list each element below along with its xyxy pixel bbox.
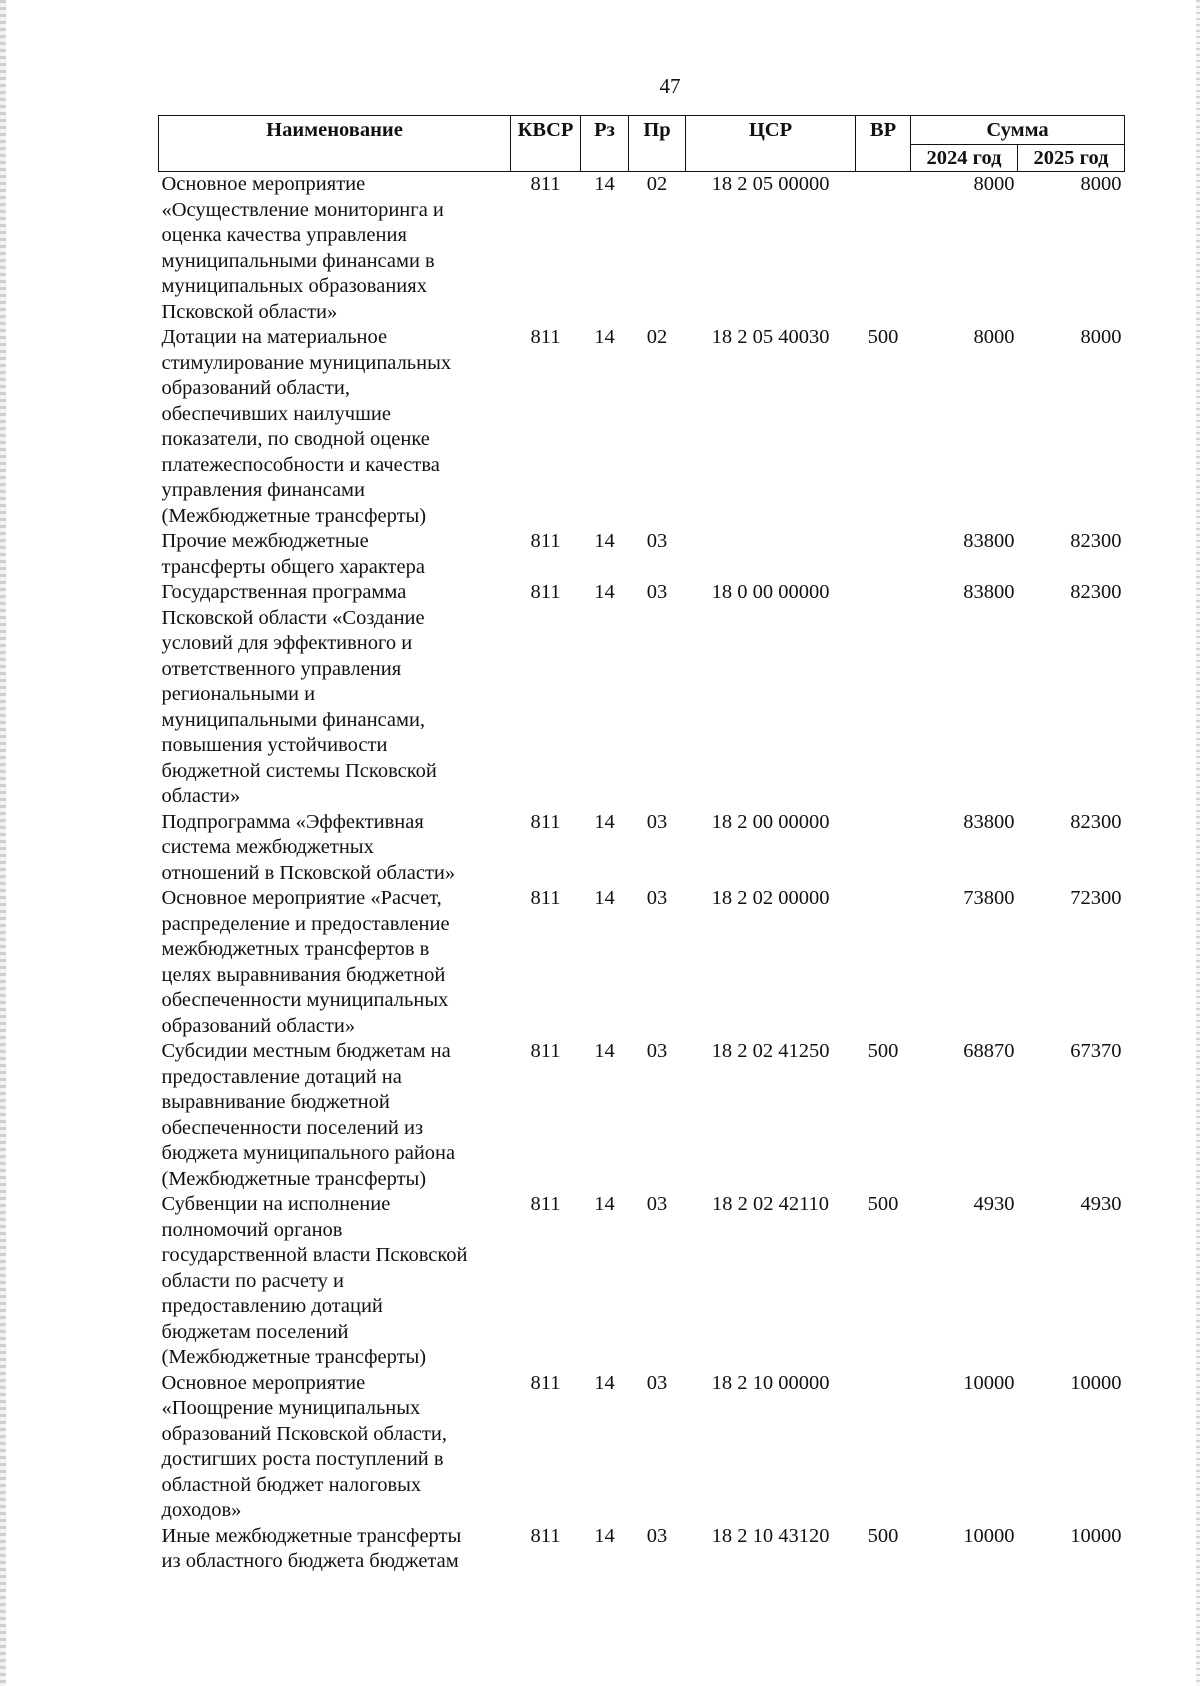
scan-right-edge — [1196, 0, 1200, 1686]
row-name-line: Псковской области «Создание — [161, 606, 425, 629]
header-rz: Рз — [581, 116, 629, 172]
row-vr: 500 — [867, 1193, 899, 1215]
row-sum-2024: 8000 — [973, 326, 1015, 348]
row-csr: 18 2 02 42110 — [711, 1193, 830, 1215]
row-vr — [856, 529, 911, 580]
row-sum-2025: 10000 — [1070, 1371, 1122, 1394]
row-rz: 14 — [594, 173, 615, 195]
header-csr: ЦСР — [686, 116, 856, 172]
row-name-line: Основное мероприятие «Расчет, — [161, 887, 442, 909]
row-name-line: бюджетам поселений — [161, 1320, 349, 1343]
row-name-line: Субвенции на исполнение — [161, 1193, 391, 1215]
row-name-line: доходов» — [161, 1499, 242, 1521]
row-name-line: Прочие межбюджетные — [161, 530, 369, 552]
row-kvsr: 811 — [530, 326, 561, 348]
row-kvsr: 811 — [530, 1524, 561, 1547]
row-rz: 14 — [594, 581, 615, 603]
row-sum-2025: 82300 — [1070, 810, 1122, 833]
row-csr: 18 0 00 00000 — [711, 581, 830, 603]
row-name-line: (Межбюджетные трансферты) — [161, 1167, 427, 1190]
row-rz: 14 — [594, 887, 615, 909]
row-sum-2024: 68870 — [963, 1040, 1015, 1062]
table-body — [159, 172, 1125, 1575]
row-name-line: региональными и — [161, 683, 316, 705]
header-kvsr: КВСР — [511, 116, 581, 172]
row-name-line: области по расчету и — [161, 1269, 344, 1292]
row-sum-2024: 83800 — [963, 581, 1015, 603]
row-name — [159, 1192, 511, 1371]
row-pr: 02 — [646, 326, 668, 348]
row-kvsr: 811 — [530, 1193, 561, 1215]
row-name-line: Псковской области» — [161, 300, 338, 323]
row-csr: 18 2 10 43120 — [711, 1524, 830, 1547]
row-name-line: «Поощрение муниципальных — [161, 1397, 421, 1419]
row-name — [159, 580, 511, 810]
row-sum-2025: 82300 — [1070, 530, 1122, 552]
row-sum-2025: 72300 — [1070, 887, 1122, 909]
row-name-line: бюджета муниципального района — [161, 1142, 456, 1164]
row-sum-2024: 8000 — [973, 173, 1015, 195]
row-name-line: образований области, — [161, 377, 350, 399]
header-name: Наименование — [159, 116, 511, 172]
row-name — [159, 529, 511, 580]
row-name-line: (Межбюджетные трансферты) — [161, 1346, 427, 1368]
row-vr — [856, 580, 911, 810]
row-csr: 18 2 05 40030 — [711, 326, 830, 348]
row-name-line: Дотации на материальное — [161, 326, 388, 348]
row-csr: 18 2 10 00000 — [711, 1371, 830, 1394]
row-name-line: предоставлению дотаций — [161, 1295, 383, 1317]
row-name — [159, 810, 511, 887]
row-kvsr: 811 — [530, 1371, 561, 1394]
row-name — [159, 1524, 511, 1575]
row-name-line: целях выравнивания бюджетной — [161, 963, 446, 986]
row-sum-2025: 82300 — [1070, 581, 1122, 603]
row-vr: 500 — [867, 1040, 899, 1062]
row-pr: 03 — [646, 810, 668, 833]
row-sum-2025: 67370 — [1070, 1040, 1122, 1062]
row-pr: 02 — [646, 173, 668, 195]
row-name-line: распределение и предоставление — [161, 912, 450, 935]
row-kvsr: 811 — [530, 1040, 561, 1062]
row-name-line: областной бюджет налоговых — [161, 1473, 422, 1496]
row-name-line: обеспечивших наилучшие — [161, 402, 391, 425]
row-pr: 03 — [646, 581, 668, 603]
row-csr: 18 2 02 41250 — [711, 1040, 830, 1062]
row-name-line: выравнивание бюджетной — [161, 1091, 390, 1113]
row-rz: 14 — [594, 1040, 615, 1062]
row-name-line: из областного бюджета бюджетам — [161, 1550, 459, 1572]
row-name-line: стимулирование муниципальных — [161, 351, 452, 374]
row-name-line: Подпрограмма «Эффективная — [161, 810, 424, 833]
row-name-line: ответственного управления — [161, 657, 402, 680]
row-pr: 03 — [646, 1524, 668, 1547]
row-pr: 03 — [646, 1371, 668, 1394]
row-name-line: Основное мероприятие — [161, 173, 366, 195]
row-rz: 14 — [594, 810, 615, 833]
row-name — [159, 1371, 511, 1524]
row-name-line: оценка качества управления — [161, 224, 407, 246]
row-csr: 18 2 00 00000 — [711, 810, 830, 833]
row-name-line: муниципальных образованиях — [161, 275, 427, 297]
row-pr: 03 — [646, 887, 668, 909]
header-pr: Пр — [629, 116, 686, 172]
row-csr: 18 2 02 00000 — [711, 887, 830, 909]
header-year-2025: 2025 год — [1018, 145, 1125, 172]
row-csr: 18 2 05 00000 — [711, 173, 830, 195]
row-name-line: (Межбюджетные трансферты) — [161, 504, 427, 527]
row-name — [159, 1039, 511, 1192]
row-name-line: достигших роста поступлений в — [161, 1448, 444, 1470]
table-row — [159, 1371, 1125, 1524]
row-name-line: условий для эффективного и — [161, 632, 413, 654]
row-name-line: муниципальными финансами, — [161, 708, 426, 731]
row-name-line: трансферты общего характера — [161, 555, 425, 578]
row-kvsr: 811 — [530, 173, 561, 195]
row-vr — [856, 886, 911, 1039]
row-name-line: показатели, по сводной оценке — [161, 428, 430, 450]
header-sum: Сумма — [911, 116, 1125, 145]
row-name-line: образований области» — [161, 1014, 356, 1037]
table-row — [159, 580, 1125, 810]
row-kvsr: 811 — [530, 810, 561, 833]
row-name-line: Государственная программа — [161, 581, 407, 603]
row-rz: 14 — [594, 1524, 615, 1547]
row-kvsr: 811 — [530, 581, 561, 603]
row-sum-2025: 8000 — [1080, 326, 1122, 348]
row-sum-2024: 83800 — [963, 810, 1015, 833]
table-row — [159, 529, 1125, 580]
row-sum-2024: 83800 — [963, 530, 1015, 552]
row-sum-2024: 10000 — [963, 1524, 1015, 1547]
scan-left-edge — [0, 0, 6, 1686]
row-name-line: полномочий органов — [161, 1218, 343, 1241]
row-name-line: «Осуществление мониторинга и — [161, 198, 444, 221]
budget-table — [158, 115, 1125, 1575]
row-name-line: отношений в Псковской области» — [161, 861, 456, 884]
table-row — [159, 810, 1125, 887]
row-rz: 14 — [594, 326, 615, 348]
row-name-line: образований Псковской области, — [161, 1422, 447, 1445]
row-name-line: обеспеченности поселений из — [161, 1116, 424, 1139]
row-name — [159, 886, 511, 1039]
table-row — [159, 1524, 1125, 1575]
row-rz: 14 — [594, 530, 615, 552]
row-name-line: межбюджетных трансфертов в — [161, 938, 430, 960]
row-name-line: повышения устойчивости — [161, 734, 388, 756]
row-sum-2025: 8000 — [1080, 173, 1122, 195]
row-name — [159, 325, 511, 529]
row-sum-2024: 10000 — [963, 1371, 1015, 1394]
row-sum-2024: 73800 — [963, 887, 1015, 909]
row-kvsr: 811 — [530, 887, 561, 909]
page-number: 47 — [659, 74, 681, 98]
row-vr — [856, 810, 911, 887]
table-row — [159, 172, 1125, 326]
row-name-line: Субсидии местным бюджетам на — [161, 1040, 451, 1062]
table-row — [159, 886, 1125, 1039]
row-pr: 03 — [646, 530, 668, 552]
row-name-line: Основное мероприятие — [161, 1371, 366, 1394]
row-name-line: бюджетной системы Псковской — [161, 759, 437, 782]
row-rz: 14 — [594, 1371, 615, 1394]
row-name-line: платежеспособности и качества — [161, 453, 440, 476]
table-row — [159, 325, 1125, 529]
row-name-line: государственной власти Псковской — [161, 1244, 468, 1266]
row-vr — [856, 1371, 911, 1524]
row-pr: 03 — [646, 1040, 668, 1062]
table-row — [159, 1039, 1125, 1192]
row-name-line: управления финансами — [161, 479, 365, 501]
row-vr — [856, 172, 911, 326]
row-vr: 500 — [867, 1524, 899, 1547]
row-vr: 500 — [867, 326, 899, 348]
row-kvsr: 811 — [530, 530, 561, 552]
row-pr: 03 — [646, 1193, 668, 1215]
table-header — [159, 116, 1125, 172]
row-name-line: обеспеченности муниципальных — [161, 989, 449, 1011]
table-row — [159, 1192, 1125, 1371]
row-name-line: предоставление дотаций на — [161, 1065, 402, 1088]
row-rz: 14 — [594, 1193, 615, 1215]
row-name — [159, 172, 511, 326]
row-name-line: области» — [161, 785, 241, 807]
header-year-2024: 2024 год — [911, 145, 1018, 172]
row-name-line: муниципальными финансами в — [161, 249, 435, 272]
row-csr — [686, 529, 856, 580]
header-vr: ВР — [856, 116, 911, 172]
row-name-line: система межбюджетных — [161, 836, 374, 858]
row-name-line: Иные межбюджетные трансферты — [161, 1524, 462, 1547]
row-sum-2025: 10000 — [1070, 1524, 1122, 1547]
row-sum-2024: 4930 — [973, 1193, 1015, 1215]
row-sum-2025: 4930 — [1080, 1193, 1122, 1215]
